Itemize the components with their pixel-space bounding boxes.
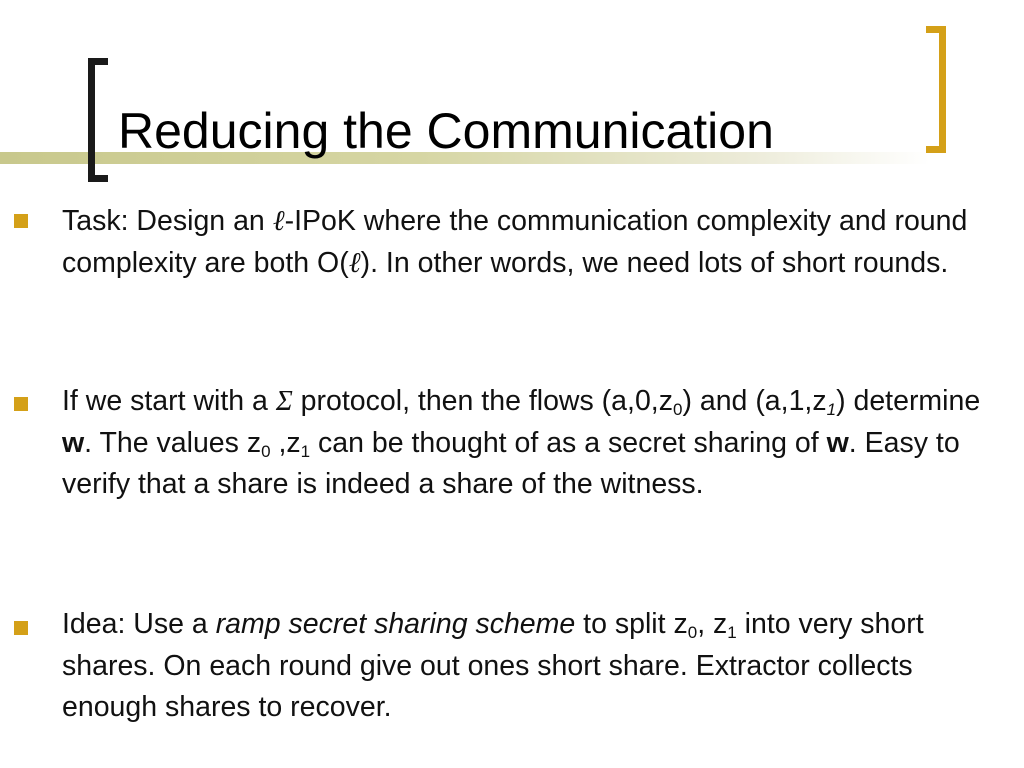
witness-symbol: w [62,426,85,459]
bullet-3-text-d: into very short shares. On each round give out ones short share. Extractor collects enough shares to recover. [62,608,924,723]
slide-title: Reducing the Communication [118,103,774,159]
bullet-text-1 [62,201,1014,284]
sigma-symbol: Σ [275,386,293,417]
subscript: 0 [687,623,698,642]
bullet-2-text-b: protocol, then the flows (a,0,z [292,385,673,417]
bullet-3-text-a: Idea: Use a [62,608,216,640]
subscript: 1 [300,441,311,461]
bullet-1-text-b: -IPoK where the communication complexity and round complexity are both O( [62,205,968,279]
bullet-2-text-c: ) and (a,1,z [682,385,827,417]
subscript: 1 [727,623,737,642]
bullet-1-text-c: ). In other words, we need lots of short rounds. [360,246,949,279]
subscript: 0 [261,441,271,461]
bullet-3-text-c: , z [697,608,728,640]
bullet-marker-2 [14,397,28,411]
bullet-1-text-a: Task: Design an [62,205,273,237]
witness-symbol: w [826,426,849,459]
bullet-marker-3 [14,621,28,635]
right-bracket-decoration [926,26,946,153]
subscript: 1 [826,400,837,419]
bullet-2-text-h: . Easy to verify that a share is indeed a share of the witness. [62,426,960,500]
subscript: 0 [672,400,683,419]
left-bracket-decoration [88,58,108,182]
bullet-2-text-f: ,z [270,426,301,459]
bullet-2-text-e: . The values z [84,426,262,459]
bullet-2-text-a: If we start with a [62,385,276,417]
bullet-2-text-d: ) determine [836,385,981,417]
bullet-2-text-g: can be thought of as a secret sharing of [310,426,827,459]
bullet-3-text-b: to split z [575,608,688,640]
bullet-text-2 [62,381,1014,506]
ell-symbol: ℓ [272,206,285,237]
bullet-text-3 [62,604,1014,729]
bullet-marker-1 [14,214,28,228]
emphasized-term: ramp secret sharing scheme [215,608,576,640]
ell-symbol: ℓ [348,247,361,279]
